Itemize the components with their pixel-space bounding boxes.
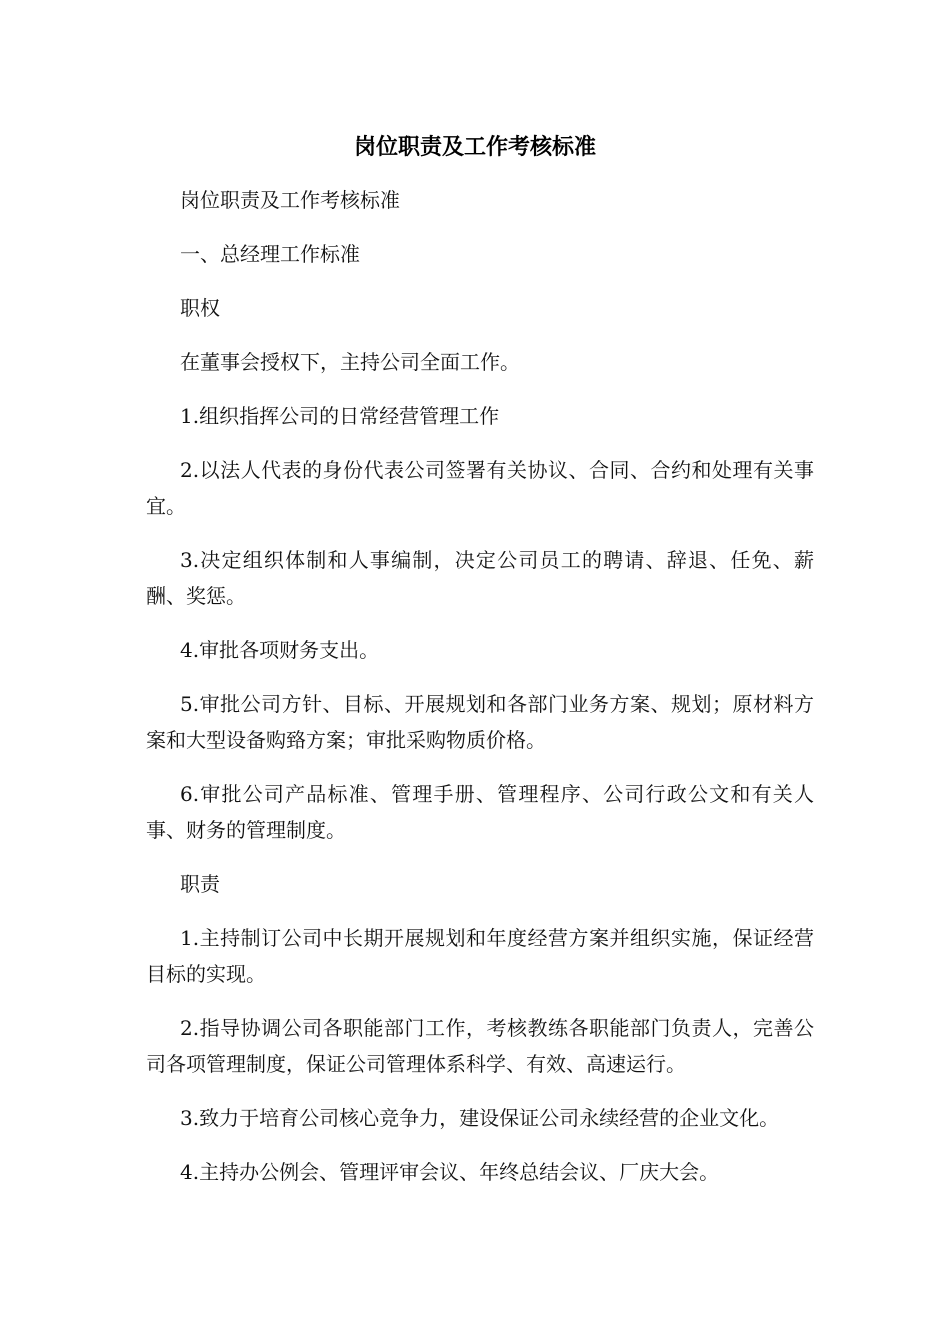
- paragraph-authority-intro: 在董事会授权下，主持公司全面工作。: [180, 350, 520, 374]
- responsibility-item-2: 2.指导协调公司各职能部门工作，考核教练各职能部门负责人，完善公司各项管理制度，保证公司管理体系科学、有效、高速运行。: [146, 1016, 814, 1076]
- section-heading-gm: 一、总经理工作标准: [180, 242, 360, 266]
- authority-item-1: 1.组织指挥公司的日常经营管理工作: [180, 404, 500, 428]
- paragraph-subtitle: 岗位职责及工作考核标准: [180, 188, 400, 212]
- responsibility-item-4: 4.主持办公例会、管理评审会议、年终总结会议、厂庆大会。: [180, 1160, 720, 1184]
- heading-responsibilities: 职责: [180, 872, 220, 896]
- responsibility-item-1: 1.主持制订公司中长期开展规划和年度经营方案并组织实施，保证经营目标的实现。: [146, 926, 814, 986]
- authority-item-4: 4.审批各项财务支出。: [180, 638, 380, 662]
- heading-authority: 职权: [180, 296, 220, 320]
- authority-item-3: 3.决定组织体制和人事编制，决定公司员工的聘请、辞退、任免、薪酬、奖惩。: [146, 548, 814, 608]
- document-body: [146, 182, 814, 1208]
- responsibility-item-3: 3.致力于培育公司核心竞争力，建设保证公司永续经营的企业文化。: [180, 1106, 780, 1130]
- authority-item-5: 5.审批公司方针、目标、开展规划和各部门业务方案、规划；原材料方案和大型设备购臵方案；审批采购物质价格。: [146, 692, 814, 752]
- authority-item-6: 6.审批公司产品标准、管理手册、管理程序、公司行政公文和有关人事、财务的管理制度。: [146, 782, 814, 842]
- document-title: 岗位职责及工作考核标准: [353, 135, 596, 160]
- authority-item-2: 2.以法人代表的身份代表公司签署有关协议、合同、合约和处理有关事宜。: [146, 458, 814, 518]
